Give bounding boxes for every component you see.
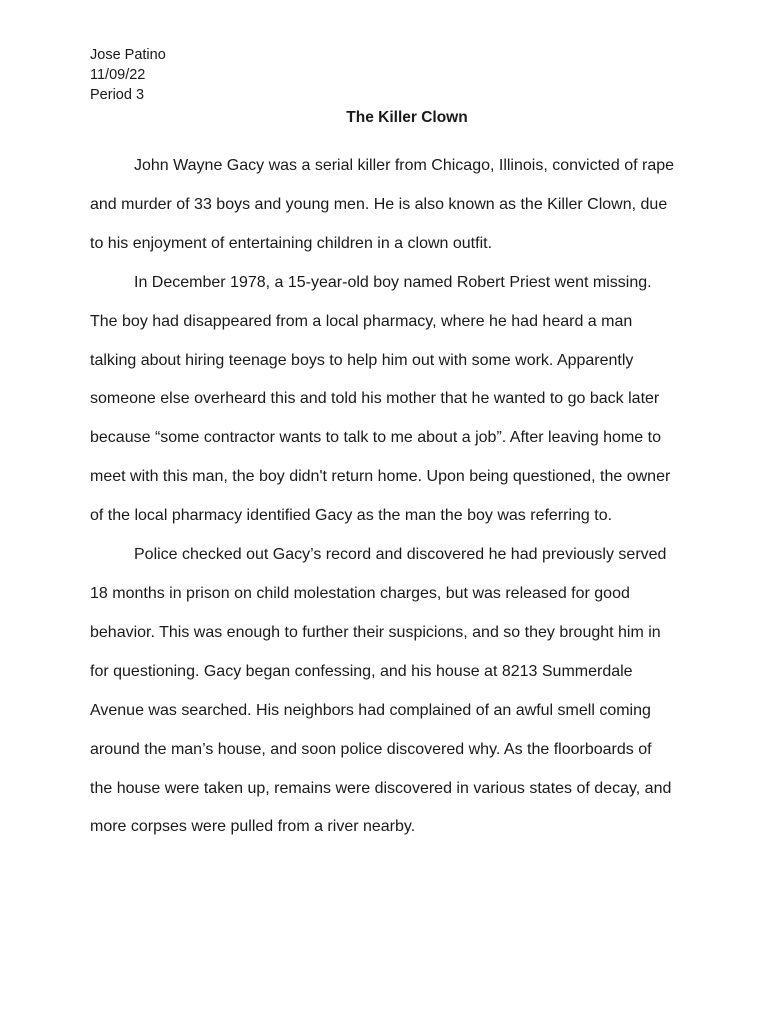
author-name: Jose Patino [90,47,166,63]
document-body [90,147,678,847]
document-date: 11/09/22 [90,67,146,83]
class-period: Period 3 [90,87,145,103]
document-title: The Killer Clown [346,109,468,126]
paragraph: In December 1978, a 15-year-old boy named Robert Priest went missing. The boy had disappeared from a local pharmacy, where he had heard a man talking about hiring teenage boys to help him out with some work. Apparently someone else overheard this and told his mother that he wanted to go back later because “some contractor wants to talk to me about a job”. After leaving home to meet with this man, the boy didn't return home. Upon being questioned, the owner of the local pharmacy identified Gacy as the man the boy was referring to. [90,273,671,525]
paragraph: John Wayne Gacy was a serial killer from Chicago, Illinois, convicted of rape and murder of 33 boys and young men. He is also known as the Killer Clown, due to his enjoyment of entertaining children in a clown outfit. [90,157,675,252]
paragraph: Police checked out Gacy’s record and discovered he had previously served 18 months in prison on child molestation charges, but was released for good behavior. This was enough to further their suspicions, and so they brought him in for questioning. Gacy began confessing, and his house at 8213 Summerdale Avenue was searched. His neighbors had complained of an awful smell coming around the man’s house, and soon police discovered why. As the floorboards of the house were taken up, remains were discovered in various states of decay, and more corpses were pulled from a river nearby. [90,546,672,836]
document-header [90,45,166,105]
